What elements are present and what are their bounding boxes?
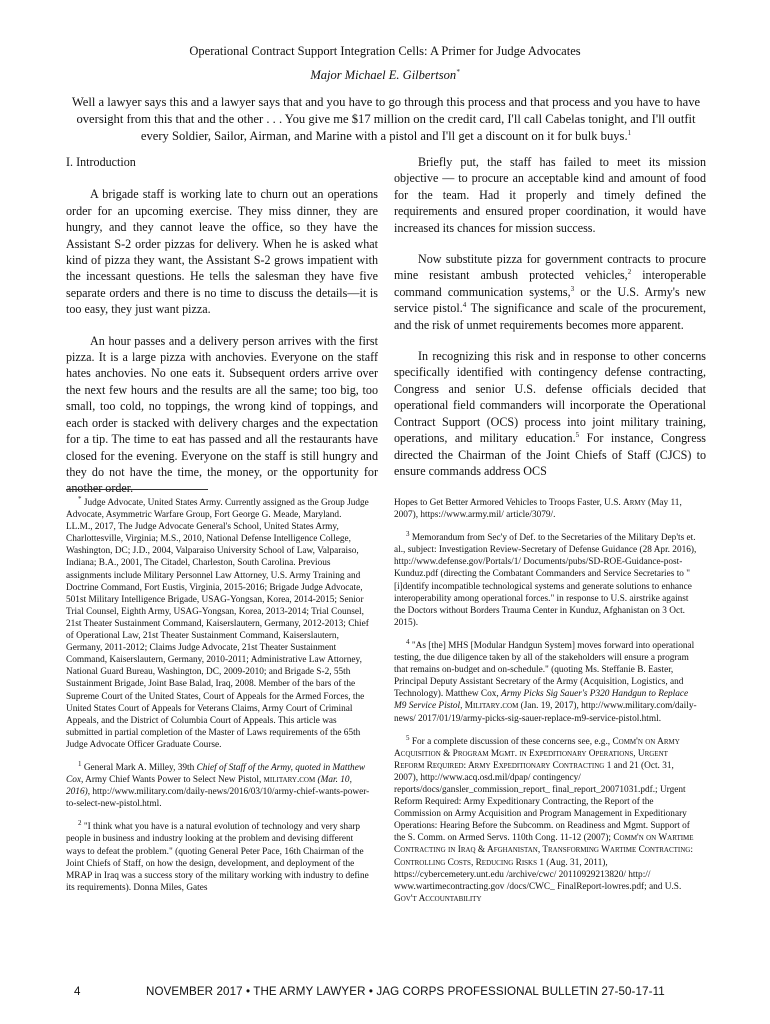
footnote-text: 1 and 21 (Oct. 31, 2007), http://www.acq.osd.mil/dpap/ contingency/ reports/docs/gansler_commission_report_ final_report_20071031.pdf.; Urgent Reform Required: Army Expeditionary Contracting, the Report of the Commission on Army Acquisition and Program Management in Expeditionary Operations: Hearing Before the Subcomm. on Readiness and Mgmt. Support of the S. Comm. on Armed Servs. 110th Cong. 11-12 (2007); (394, 760, 690, 844)
footnote-text: For a complete discussion of these concerns see, e.g., (411, 736, 613, 747)
note-ref-3: 3 (570, 284, 575, 293)
footnote-text: Judge Advocate, United States Army. Currently assigned as the Group Judge Advocate, Asymmetric Warfare Group, Fort George G. Meade, Maryland. LL.M., 2017, The Judge Advocate General's School, United States Army, Charlottesville, Virginia; M.S., 2010, National Defense Intelligence College, Washington, DC; J.D., 2004, Valparaiso University School of Law, Valparaiso, Indiana; B.A., 2001, The Citadel, Charleston, South Carolina. Previous assignments include Military Personnel Law Attorney, U.S. Army Training and Doctrine Command, Fort Eustis, Virginia, 2015-2016; Brigade Judge Advocate, 501st Military Intelligence Brigade, USAG-Yongsan, Korea, 2014-2015; Senior Trial Counsel, Eighth Army, USAG-Yongsan, Korea, 2013-2014; Trial Counsel, 21st Theater Sustainment Command, Kaiserslautern, Germany, 2012-2013; Chief of Operational Law, 21st Theater Sustainment Command, Kaiserslautern, Germany, 2011-2012; Claims Judge Advocate, 21st Theater Sustainment Command, Kaiserslautern, Germany, 2010-2011; Administrative Law Attorney, National Guard Bureau, Washington, DC, 2009-2010; and Brigade S-2, 55th Sustainment Brigade, Joint Base Balad, Iraq, 2008. Member of the bars of the Supreme Court of the United States, Court of Appeals for the Armed Forces, the United States Court of Appeals for Veterans Claims, Army Court of Criminal Appeals, and the District of Columbia Court of Appeals. This article was submitted in partial completion of the Master of Laws requirements of the 65th Judge Advocate Officer Graduate Course. (66, 498, 369, 750)
footnotes-right (394, 497, 698, 916)
footnote-text: , Army Chief Wants Power to Select New Pistol, (80, 775, 264, 786)
footnote-text: Hopes to Get Better Armored Vehicles to Troops Faster, U.S. (394, 498, 624, 508)
right-column (394, 154, 706, 494)
epigraph-note-ref: 1 (627, 128, 632, 137)
footnote-mark: 1 (78, 759, 82, 768)
note-ref-4: 4 (462, 301, 467, 310)
footnote-text: , (460, 701, 465, 712)
footnote-smallcaps: Military.com (464, 701, 519, 712)
footnote-italic: Chief of Staff of the Army, quoted in Matthew Cox (66, 762, 366, 786)
footnote-text: "I think what you have is a natural evolution of technology and very sharp people in business and industry looking at the problem and devising different ways to defeat the problem." (quoting General Peter Pace, 16th Chairman of the Joint Chiefs of Staff, on how the design, development, and deployment of the MRAP in Iraq was a success story of the military working with industry to define its requirements). Donna Miles, Gates (66, 822, 369, 893)
left-column (66, 154, 378, 512)
footnote-smallcaps: Gov't Accountability (394, 893, 482, 904)
section-heading: I. Introduction (66, 155, 136, 169)
footnote-2-continued (394, 497, 698, 521)
note-ref-5: 5 (575, 431, 580, 440)
text-run: In recognizing this risk and in response to other concerns specifically identified with contingency defense contracting, Congress and senior U.S. defense officials decided that operational field commanders will incorporate the Operational Contract Support (OCS) process into joint military training, operations, and military education. (394, 349, 706, 446)
footnote-smallcaps: Comm'n on Wartime Contracting in Iraq & Afghanistan, Transforming Wartime Contracting: Controlling Costs, Reducing Risks (394, 833, 694, 868)
footnote-3 (394, 532, 698, 629)
author-line (0, 68, 770, 83)
footnote-mark: 2 (78, 819, 82, 828)
footnote-5 (394, 733, 698, 905)
footnote-mark: * (78, 494, 82, 503)
footnote-text: , http://www.military.com/daily-news/2016/03/10/army-chief-wants-power-to-select-new-pistol.html. (66, 787, 370, 810)
footnote-mark: 4 (406, 637, 410, 646)
author-name: Major Michael E. Gilbertson (310, 68, 457, 82)
note-ref-2: 2 (627, 268, 632, 277)
paragraph-brigade-staff: A brigade staff is working late to churn out an operations order for an upcoming exercise. They miss dinner, they are hungry, and they cannot leave the office, so they have the Assistant S-2 order pizzas for delivery. When he is asked what kind of pizza they want, the Assistant S-2 grows impatient with the incessant questions. He tells the salesman they have five separate orders and there is no time to discuss the details—it is too easy, they just want pizza. (66, 187, 378, 317)
epigraph (66, 94, 706, 145)
footnote-smallcaps: military.com (263, 775, 316, 786)
footnote-mark: 3 (406, 530, 410, 539)
text-run: interoperable command communication systems, (394, 268, 706, 299)
footnote-4 (394, 637, 698, 725)
footnote-2 (66, 821, 370, 894)
epigraph-text: Well a lawyer says this and a lawyer says that and you have to go through this process and that process and you have to have oversight from this that and the other . . . You give me $17 million on the credit card, I'll call Cabelas tonight, and I'll outfit every Soldier, Sailor, Airman, and Marine with a pistol and I'll get a discount on it for bulk buys. (71, 95, 701, 143)
text-run: For instance, Congress directed the Chairman of the Joint Chiefs of Staff (CJCS) to ensure commands address OCS (394, 431, 706, 478)
paragraph-substitute-pizza (394, 251, 706, 333)
footnote-text: 1 (Aug. 31, 2011), https://cybercemetery.unt.edu /archive/cwc/ 20110929213820/ http:// www.wartimecontracting.gov /docs/CWC_ FinalReport-lowres.pdf; and U.S. (394, 857, 682, 892)
author-footnote-mark: * (456, 67, 460, 76)
page-number: 4 (74, 985, 81, 998)
footnote-text: General Mark A. Milley, 39th (83, 762, 197, 773)
text-run: or the U.S. Army's new service pistol. (394, 284, 706, 316)
footnotes-left (66, 494, 370, 905)
publication-line: NOVEMBER 2017 • THE ARMY LAWYER • JAG CORPS PROFESSIONAL BULLETIN 27-50-17-11 (146, 985, 665, 998)
footnote-text: (Jan. 19, 2017), http://www.military.com/daily-news/ 2017/01/19/army-picks-sig-sauer-replace-m9-service-pistol.html. (394, 701, 697, 724)
running-title: Operational Contract Support Integration Cells: A Primer for Judge Advocates (189, 44, 581, 58)
text-run: Now substitute pizza for government contracts to procure mine resistant ambush protected vehicles, (394, 252, 706, 283)
text-run: The significance and scale of the procurement, and the risk of unmet requirements becomes more apparent. (394, 301, 707, 332)
footnote-star (66, 494, 370, 751)
paragraph-briefly-put: Briefly put, the staff has failed to meet its mission objective — to procure an acceptable kind and amount of food for the team. Had it properly and timely defined the requirements and ensured proper coordination, it would have increased its chances for mission success. (394, 155, 706, 235)
footnote-divider (66, 489, 208, 490)
footnote-smallcaps: Comm'n on Army Acquisition & Program Mgmt. in Expeditionary Operations, Urgent Reform Required: Army Expeditionary Contracting (394, 736, 680, 771)
footnote-text: "As [the] MHS [Modular Handgun System] moves forward into operational testing, the due diligence taken by all of the stakeholders will ensure a program that remains on-budget and on-schedule." (quoting Ms. Steffanie B. Easter, Principal Deputy Assistant Secretary of the Army (Acquisition, Logistics, and Technology). Matthew Cox, (394, 640, 695, 700)
paragraph-recognizing-risk (394, 348, 706, 479)
footnote-text: (May 11, 2007), https://www.army.mil/ article/3079/. (394, 498, 682, 521)
footnote-1 (66, 759, 370, 810)
footnote-mark: 5 (406, 733, 410, 742)
footnote-italic: (Mar. 10, 2016) (66, 775, 352, 798)
footnote-italic: Army Picks Sig Sauer's P320 Handgun to Replace M9 Service Pistol (394, 689, 689, 712)
footnote-text: Memorandum from Sec'y of Def. to the Secretaries of the Military Dep'ts et. al., subject: Investigation Review-Secretary of Defense Guidance (28 Apr. 2016), http://www.defense.gov/Portals/1/ Documents/pubs/SD-ROE-Guidance-post-Kunduz.pdf (directing the Combatant Commanders and Service Secretaries to "[i]dentify incompatible technological systems and generate solutions to enhance interoperability among operational forces." in response to U.S. airstrike against the Doctors without Borders Trauma Center in Kunduz, Afghanistan on 3 Oct. 2015). (394, 533, 697, 628)
footnote-smallcaps: Army (623, 498, 646, 508)
paragraph-hour-passes: An hour passes and a delivery person arrives with the first pizza. It is a large pizza with anchovies. Everyone on the staff hates anchovies. No one eats it. Subsequent orders arrive over the next few hours and the results are all the same; too big, too small, too cold, no toppings, the wrong kind of toppings, and each order is stacked with delivery charges and the expectation for a tip. The time to eat has passed and all the restaurants have closed for the evening. Everyone on the staff is still hungry and they do not have the time, the money, or the opportunity for another order. (66, 333, 378, 496)
